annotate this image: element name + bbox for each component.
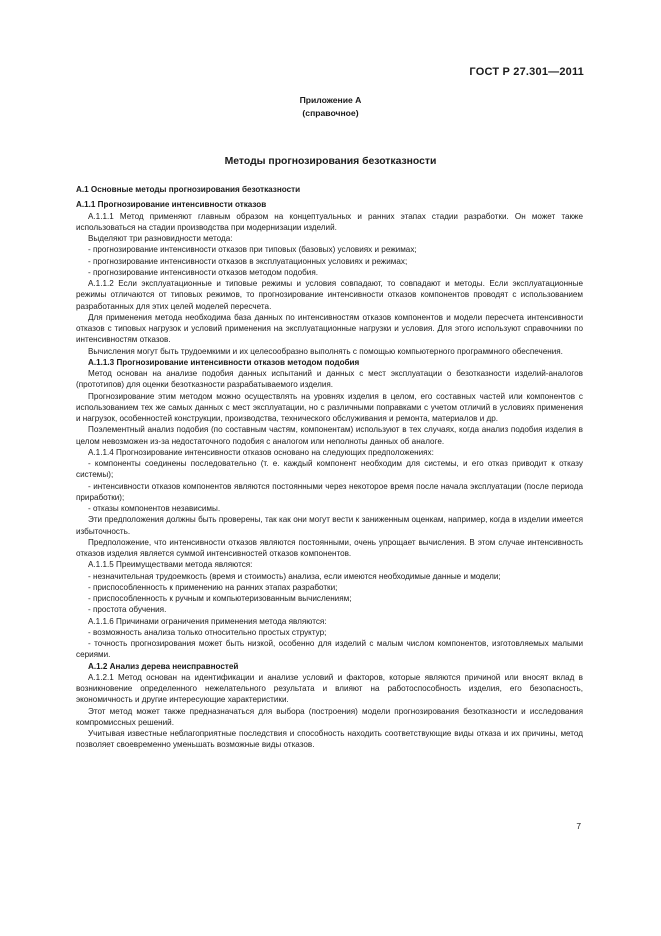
page-number: 7 [576, 821, 581, 831]
section-heading: А.1.1.3 Прогнозирование интенсивности отказов методом подобия [88, 357, 360, 367]
appendix-label: Приложение А [299, 95, 362, 105]
paragraph: - прогнозирование интенсивности отказов в эксплуатационных условиях и режимах; [88, 256, 408, 266]
paragraph: - отказы компонентов независимы. [88, 504, 221, 513]
paragraph: - возможность анализа только относительно простых структур; [88, 627, 327, 637]
paragraph: - приспособленность к применению на ранних этапах разработки; [88, 582, 338, 592]
paragraph: Прогнозирование этим методом можно осуществлять на уровнях изделия в целом, его составных частей или компонентов с использованием тех же самых данных с мест эксплуатации, но с различными поправками с учетом отличий в условиях применения и нагрузок, особенностей конструкции, производства, технического обслуживания и ремонта, материалов и др. [76, 391, 583, 423]
paragraph: - прогнозирование интенсивности отказов методом подобия. [88, 267, 318, 277]
section-heading: А.1 Основные методы прогнозирования безотказности [76, 185, 301, 194]
paragraph: Вычисления могут быть трудоемкими и их целесообразно выполнять с помощью компьютерного программного обеспечения. [88, 346, 563, 356]
standard-code: ГОСТ Р 27.301—2011 [469, 66, 584, 78]
paragraph: Учитывая известные неблагоприятные последствия и способность находить соответствующие виды отказа и их причины, метод позволяет своевременно уменьшать возможные виды отказов. [76, 729, 583, 750]
page-title: Методы прогнозирования безотказности [224, 156, 437, 167]
section-heading: А.1.2 Анализ дерева неисправностей [88, 661, 239, 671]
paragraph: А.1.1.4 Прогнозирование интенсивности отказов основано на следующих предположениях: [88, 447, 434, 457]
paragraph: А.1.1.1 Метод применяют главным образом на концептуальных и ранних этапах стадии разработки. Он может также использоваться на стадии производства при модернизации изделий. [76, 211, 583, 232]
paragraph: Метод основан на анализе подобия данных испытаний и данных с мест эксплуатации о безотказности изделий-аналогов (прототипов) для оценки безотказности разрабатываемого изделия. [76, 369, 583, 390]
paragraph: - компоненты соединены последовательно (т. е. каждый компонент необходим для системы, и его отказ приводит к отказу системы); [76, 459, 583, 480]
paragraph: Эти предположения должны быть проверены, так как они могут вести к заниженным оценкам, например, когда в изделии имеется избыточность. [76, 515, 583, 536]
paragraph: - простота обучения. [88, 605, 167, 615]
paragraph: Поэлементный анализ подобия (по составным частям, компонентам) используют в тех случаях, когда анализ подобия изделия в целом невозможен из-за недостаточного подобия с аналогом или неполноты данных об аналоге. [76, 425, 583, 446]
paragraph: А.1.2.1 Метод основан на идентификации и анализе условий и факторов, которые являются причиной или вносят вклад в возникновение определенного нежелательного результата и влияют на работоспособность изделия, его безопасность, экономичность и другие интересующие характеристики. [76, 672, 583, 705]
document-body [76, 184, 583, 751]
appendix-heading [0, 94, 661, 119]
appendix-type: (справочное) [302, 107, 359, 118]
paragraph: - точность прогнозирования может быть низкой, особенно для изделий с малым числом компонентов, изготовляемых малыми сериями. [76, 639, 583, 660]
paragraph: Предположение, что интенсивности отказов являются постоянными, очень упрощает вычисления. В этом случае интенсивность отказов изделия является суммой интенсивностей отказов компонентов. [76, 537, 583, 558]
paragraph: А.1.1.2 Если эксплуатационные и типовые режимы и условия совпадают, то совпадают и методы. Если эксплуатационные режимы отличаются от типовых режимов, то прогнозирование интенсивности отказов компонентов проводят с использованием разработанных для этих целей моделей пересчета. [76, 279, 583, 311]
paragraph: Для применения метода необходима база данных по интенсивностям отказов компонентов и модели пересчета интенсивности отказов с типовых нагрузок и условий применения на эксплуатационные нагрузки и условия. Для этого используют справочники по интенсивностям отказов. [76, 312, 583, 345]
paragraph: - приспособленность к ручным и компьютеризованным вычислениям; [88, 594, 352, 603]
section-heading: А.1.1 Прогнозирование интенсивности отказов [76, 200, 267, 210]
paragraph: А.1.1.6 Причинами ограничения применения метода являются: [88, 616, 327, 626]
paragraph: Выделяют три разновидности метода: [88, 234, 233, 243]
paragraph: А.1.1.5 Преимуществами метода являются: [88, 560, 253, 570]
paragraph: - прогнозирование интенсивности отказов при типовых (базовых) условиях и режимах; [88, 245, 417, 255]
paragraph: - незначительная трудоемкость (время и стоимость) анализа, если имеются необходимые данные и модели; [88, 571, 501, 581]
paragraph: Этот метод может также предназначаться для выбора (построения) модели прогнозирования безотказности и исследования компромиссных решений. [76, 706, 583, 727]
paragraph: - интенсивности отказов компонентов являются постоянными через некоторое время после начала эксплуатации (после периода приработки); [76, 481, 583, 502]
